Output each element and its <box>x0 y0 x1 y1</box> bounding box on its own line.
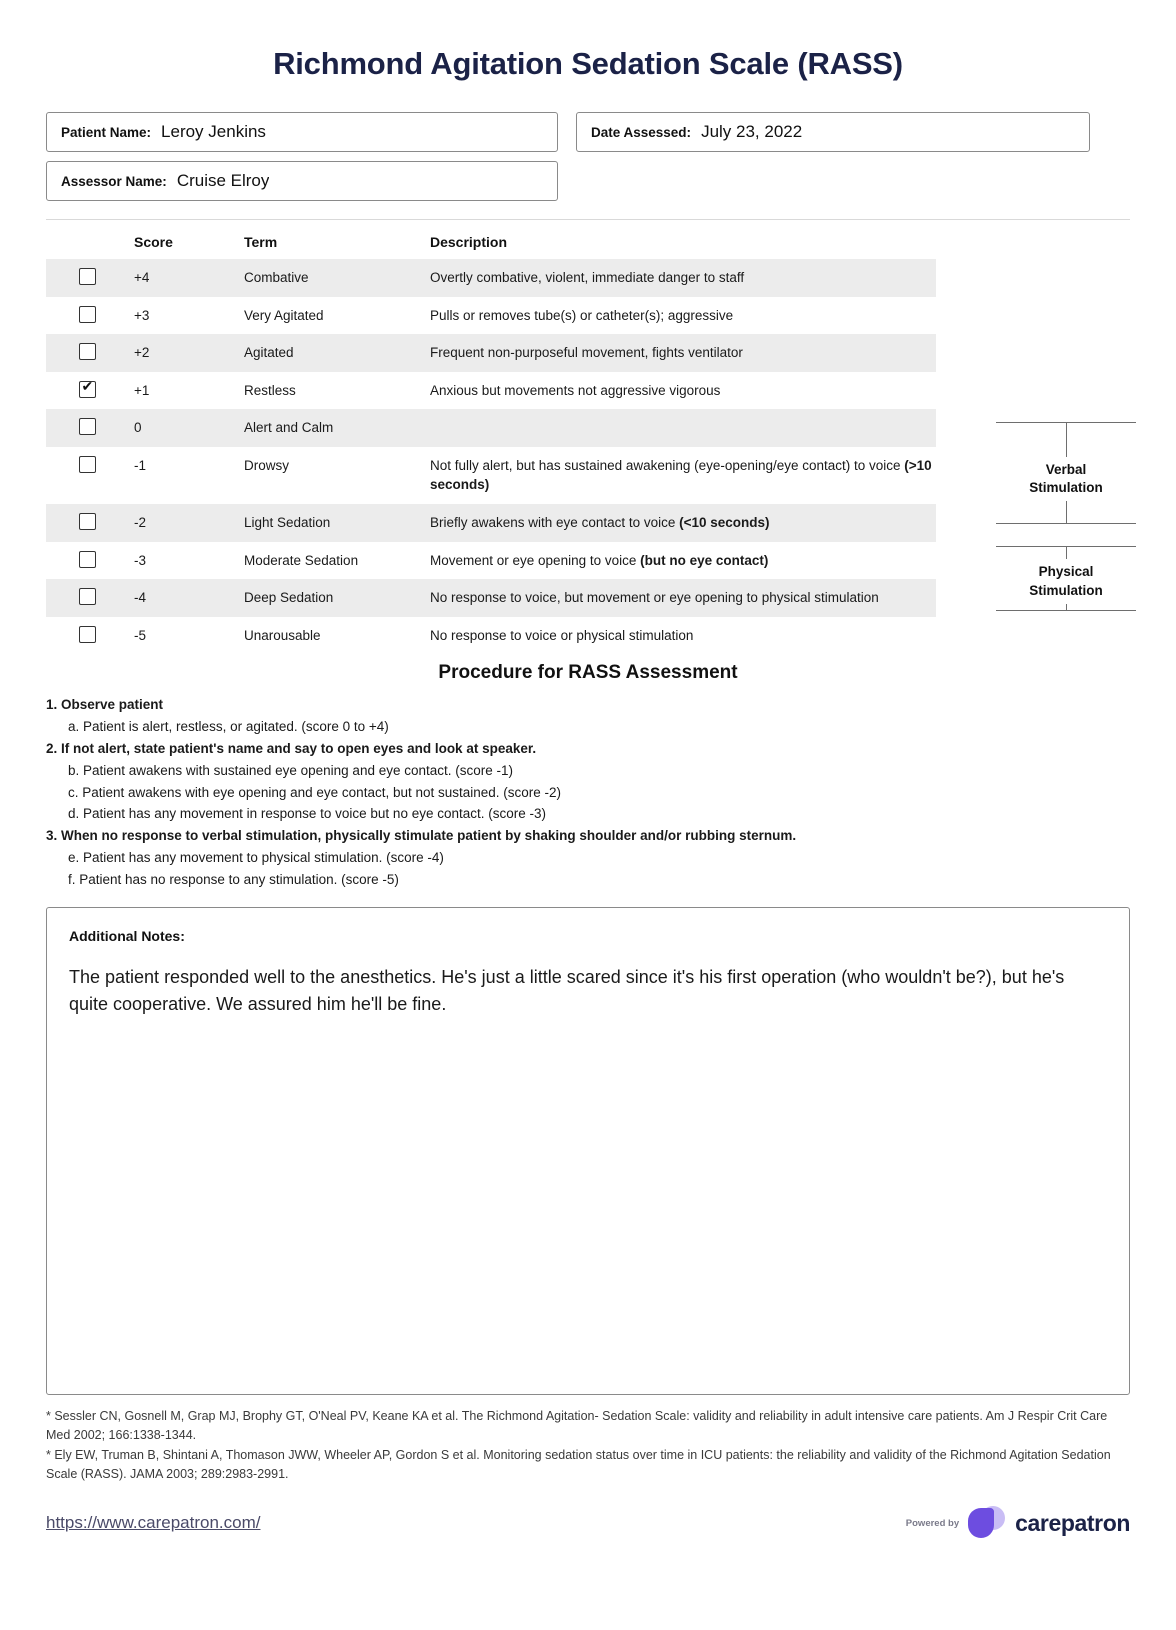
table-row <box>46 542 936 580</box>
procedure-step: 2. If not alert, state patient's name and say to open eyes and look at speaker. <box>46 740 537 756</box>
table-row <box>46 504 936 542</box>
stimulation-brackets <box>996 422 1136 611</box>
description-value: Frequent non-purposeful movement, fights ventilator <box>430 334 936 372</box>
term-value: Agitated <box>244 334 430 372</box>
score-value: -3 <box>134 552 147 568</box>
references-section <box>46 1407 1130 1485</box>
score-checkbox-cell[interactable] <box>46 259 134 297</box>
score-checkbox-cell[interactable] <box>46 409 134 447</box>
score-value: +1 <box>134 382 150 398</box>
patient-name-field[interactable] <box>46 112 558 152</box>
score-checkbox-cell[interactable] <box>46 542 134 580</box>
term-value: Very Agitated <box>244 307 324 323</box>
table-row <box>46 372 936 410</box>
checkbox-icon[interactable] <box>79 306 96 323</box>
checkbox-icon[interactable] <box>79 343 96 360</box>
table-row <box>46 617 936 655</box>
score-value: -5 <box>134 627 147 643</box>
term-value: Light Sedation <box>244 504 430 542</box>
table-row <box>46 334 936 372</box>
bracket-stub-physical-top <box>1066 547 1067 559</box>
assessor-name-value: Cruise Elroy <box>176 171 270 190</box>
header-term: Term <box>244 234 278 250</box>
procedure-substep: d. Patient has any movement in response to voice but no eye contact. (score -3) <box>68 806 547 822</box>
table-header-row <box>46 224 936 259</box>
procedure-list <box>46 694 1130 891</box>
page-footer <box>46 1506 1130 1540</box>
checkbox-icon[interactable] <box>79 588 96 605</box>
term-value: Deep Sedation <box>244 579 430 617</box>
bracket-stub-verbal-bottom <box>1066 501 1067 523</box>
assessor-name-label: Assessor Name: <box>61 173 167 189</box>
description-value: Anxious but movements not aggressive vigorous <box>430 382 721 398</box>
score-value: 0 <box>134 409 244 447</box>
checkbox-icon[interactable] <box>79 456 96 473</box>
divider-top <box>46 219 1130 220</box>
score-checkbox-cell[interactable] <box>46 579 134 617</box>
score-value: +4 <box>134 259 244 297</box>
patient-name-value: Leroy Jenkins <box>161 122 266 141</box>
score-checkbox-cell[interactable] <box>46 504 134 542</box>
header-description: Description <box>430 234 508 250</box>
table-row <box>46 259 936 297</box>
score-checkbox-cell[interactable] <box>46 617 134 655</box>
description-value <box>430 409 936 447</box>
term-value: Drowsy <box>244 457 290 473</box>
bracket-gap <box>996 524 1136 546</box>
rass-scale-section <box>46 224 1130 654</box>
score-value: -4 <box>134 579 244 617</box>
score-value: -2 <box>134 504 244 542</box>
physical-label-line1: Physical <box>1038 564 1094 580</box>
procedure-step: 1. Observe patient <box>46 697 164 713</box>
additional-notes-box[interactable] <box>46 907 1130 1395</box>
procedure-substep: f. Patient has no response to any stimulation. (score -5) <box>68 872 399 888</box>
verbal-label-line2: Stimulation <box>1029 480 1103 496</box>
score-value: -1 <box>134 457 147 473</box>
description-value: No response to voice or physical stimulation <box>430 627 694 643</box>
date-assessed-value: July 23, 2022 <box>701 122 803 141</box>
bracket-line-physical-bottom <box>996 610 1136 611</box>
description-value: Briefly awakens with eye contact to voice (<10 seconds) <box>430 504 936 542</box>
additional-notes-value[interactable]: The patient responded well to the anesthetics. He's just a little scared since it's his first operation (who wouldn't be?), but he's quite cooperative. We assured him he'll be fine. <box>69 966 1065 1014</box>
table-row <box>46 297 936 335</box>
description-value: Not fully alert, but has sustained awakening (eye-opening/eye contact) to voice (>10 seconds) <box>430 457 932 493</box>
date-assessed-field[interactable] <box>576 112 1090 152</box>
rass-scale-table <box>46 224 936 654</box>
score-checkbox-cell[interactable] <box>46 447 134 504</box>
carepatron-logo-icon <box>968 1506 1006 1540</box>
score-checkbox-cell[interactable] <box>46 297 134 335</box>
date-assessed-label: Date Assessed: <box>591 124 692 140</box>
term-value: Alert and Calm <box>244 409 430 447</box>
procedure-substep: c. Patient awakens with eye opening and eye contact, but not sustained. (score -2) <box>68 784 562 800</box>
verbal-label-line1: Verbal <box>1045 462 1087 477</box>
assessor-name-field[interactable] <box>46 161 558 201</box>
checkbox-checked-icon[interactable] <box>79 381 96 398</box>
term-value: Unarousable <box>244 627 321 643</box>
checkbox-icon[interactable] <box>79 626 96 643</box>
table-row <box>46 409 936 447</box>
reference-item: * Sessler CN, Gosnell M, Grap MJ, Brophy GT, O'Neal PV, Keane KA et al. The Richmond Agitation- Sedation Scale: validity and reliability in adult intensive care patients. Am J Respir Crit Care Med 2002; 166:1338-1344. <box>46 1408 1108 1443</box>
table-row <box>46 579 936 617</box>
description-value: Movement or eye opening to voice (but no eye contact) <box>430 552 769 568</box>
verbal-stimulation-label <box>996 457 1136 501</box>
term-value: Moderate Sedation <box>244 552 359 568</box>
score-value: +3 <box>134 307 150 323</box>
header-checkbox-column <box>46 224 134 259</box>
meta-right-column <box>576 112 1090 152</box>
checkbox-icon[interactable] <box>79 551 96 568</box>
table-row <box>46 447 936 504</box>
header-score: Score <box>134 234 173 250</box>
carepatron-wordmark: carepatron <box>1015 1509 1130 1536</box>
physical-stimulation-label <box>996 559 1136 603</box>
powered-by-label: Powered by <box>905 1517 960 1529</box>
reference-item: * Ely EW, Truman B, Shintani A, Thomason JWW, Wheeler AP, Gordon S et al. Monitoring sedation status over time in ICU patients: the reliability and validity of the Richmond Agitation Sedation Scale (RASS). JAMA 2003; 289:2983-2991. <box>46 1447 1111 1482</box>
physical-label-line2: Stimulation <box>1029 582 1103 598</box>
score-checkbox-cell[interactable] <box>46 372 134 410</box>
description-value: Overtly combative, violent, immediate danger to staff <box>430 259 936 297</box>
carepatron-branding <box>906 1506 1130 1540</box>
carepatron-url-link[interactable]: https://www.carepatron.com/ <box>46 1513 261 1533</box>
term-value: Restless <box>244 382 296 398</box>
patient-name-label: Patient Name: <box>61 124 152 140</box>
procedure-substep: e. Patient has any movement to physical stimulation. (score -4) <box>68 850 444 866</box>
checkbox-icon[interactable] <box>79 513 96 530</box>
checkbox-icon[interactable] <box>79 268 96 285</box>
term-value: Combative <box>244 259 430 297</box>
checkbox-icon[interactable] <box>79 418 96 435</box>
procedure-substep: a. Patient is alert, restless, or agitated. (score 0 to +4) <box>68 719 389 735</box>
patient-meta-section <box>46 112 1130 201</box>
description-value: Pulls or removes tube(s) or catheter(s); aggressive <box>430 307 734 323</box>
procedure-substep: b. Patient awakens with sustained eye opening and eye contact. (score -1) <box>68 762 514 778</box>
score-value: +2 <box>134 334 244 372</box>
procedure-step: 3. When no response to verbal stimulation, physically stimulate patient by shaking shoulder and/or rubbing sternum. <box>46 828 797 844</box>
bracket-stub-verbal-top <box>1066 423 1067 457</box>
score-checkbox-cell[interactable] <box>46 334 134 372</box>
description-value: No response to voice, but movement or eye opening to physical stimulation <box>430 579 936 617</box>
rass-scale-body <box>46 259 936 654</box>
meta-left-column <box>46 112 558 201</box>
procedure-title: Procedure for RASS Assessment <box>438 662 738 684</box>
additional-notes-label: Additional Notes: <box>69 927 185 944</box>
page-title: Richmond Agitation Sedation Scale (RASS) <box>273 46 903 81</box>
